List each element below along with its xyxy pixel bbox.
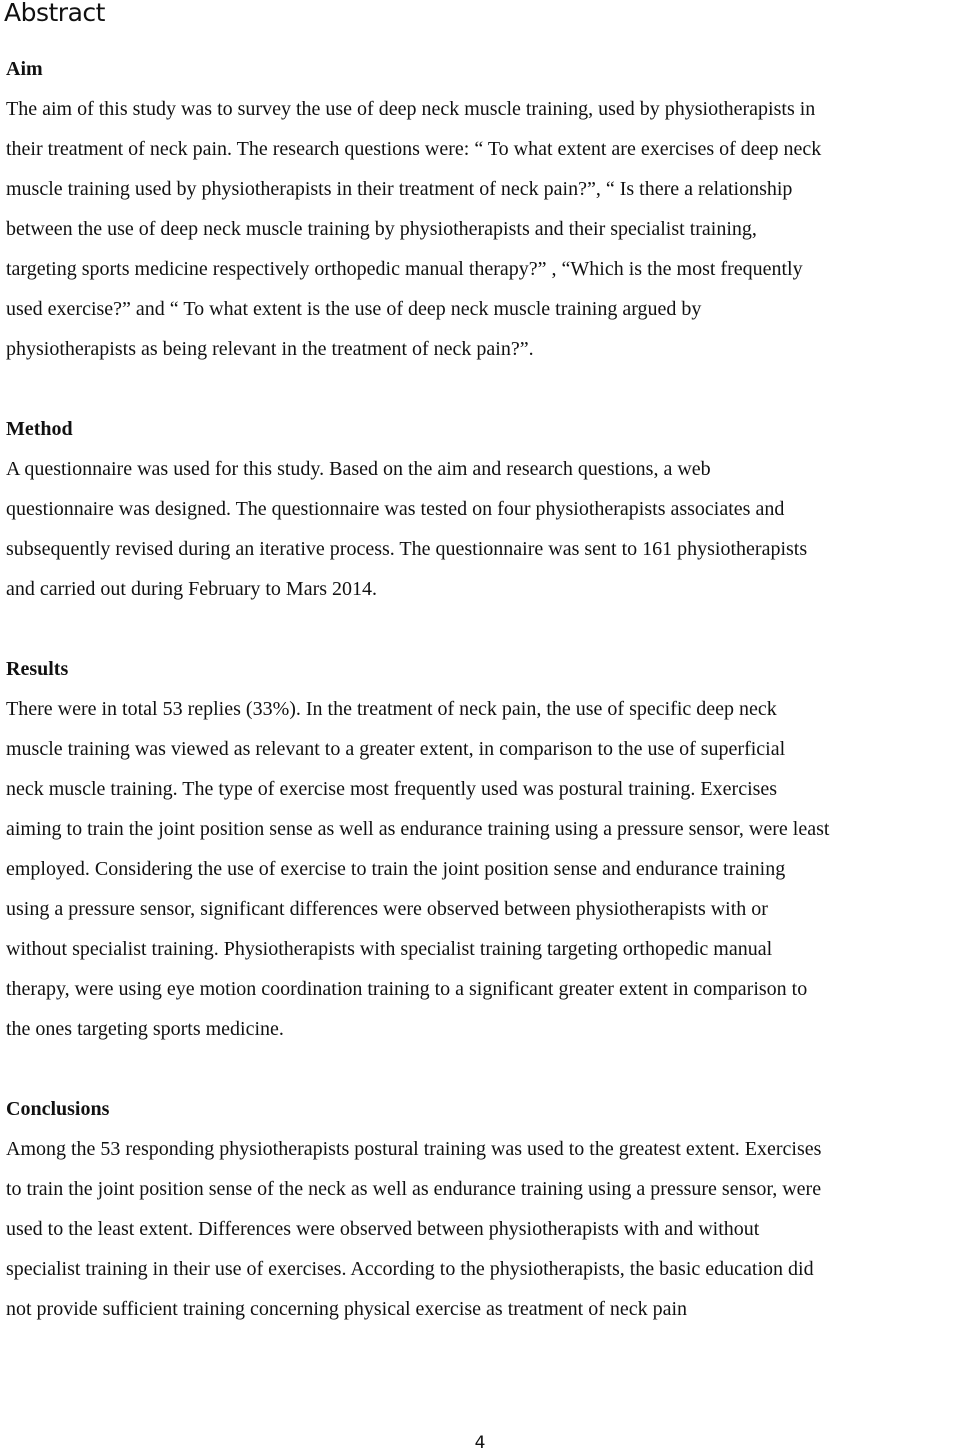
aim-heading: Aim <box>6 58 43 80</box>
method-paragraph: A questionnaire was used for this study. Based on the aim and research questions, a web questionnaire was designed. The questionnaire was tested on four physiotherapists associates and subsequently revised during an iterative process. The questionnaire was sent to 161 physiotherapists and carried out during February to Mars 2014. <box>6 458 808 600</box>
aim-paragraph: The aim of this study was to survey the use of deep neck muscle training, used by physiotherapists in their treatment of neck pain. The research questions were: “ To what extent are exercises of deep neck muscle training used by physiotherapists in their treatment of neck pain?”, “ Is there a relationship between the use of deep neck muscle training by physiotherapists and their specialist training, targeting sports medicine respectively orthopedic manual therapy?” , “Which is the most frequently used exercise?” and “ To what extent is the use of deep neck muscle training argued by physiotherapists as being relevant in the treatment of neck pain?”. <box>6 98 822 360</box>
results-paragraph: There were in total 53 replies (33%). In the treatment of neck pain, the use of specific deep neck muscle training was viewed as relevant to a greater extent, in comparison to the use of superficial neck muscle training. The type of exercise most frequently used was postural training. Exercises aiming to train the joint position sense as well as endurance training using a pressure sensor, were least employed. Considering the use of exercise to train the joint position sense and endurance training using a pressure sensor, significant differences were observed between physiotherapists with or without specialist training. Physiotherapists with specialist training targeting orthopedic manual therapy, were using eye motion coordination training to a significant greater extent in comparison to the ones targeting sports medicine. <box>6 698 830 1040</box>
conclusions-heading: Conclusions <box>6 1098 110 1120</box>
conclusions-section <box>6 1089 960 1329</box>
results-section <box>6 649 960 1049</box>
conclusions-paragraph: Among the 53 responding physiotherapists postural training was used to the greatest extent. Exercises to train the joint position sense of the neck as well as endurance training using a pressure sensor, were used to the least extent. Differences were observed between physiotherapists with and without specialist training in their use of exercises. According to the physiotherapists, the basic education did not provide sufficient training concerning physical exercise as treatment of neck pain <box>6 1138 822 1320</box>
abstract-heading: Abstract <box>4 0 105 27</box>
results-heading: Results <box>6 658 69 680</box>
method-section <box>6 409 960 609</box>
aim-section <box>6 49 960 369</box>
method-heading: Method <box>6 418 73 440</box>
page-number: 4 <box>474 1433 486 1453</box>
